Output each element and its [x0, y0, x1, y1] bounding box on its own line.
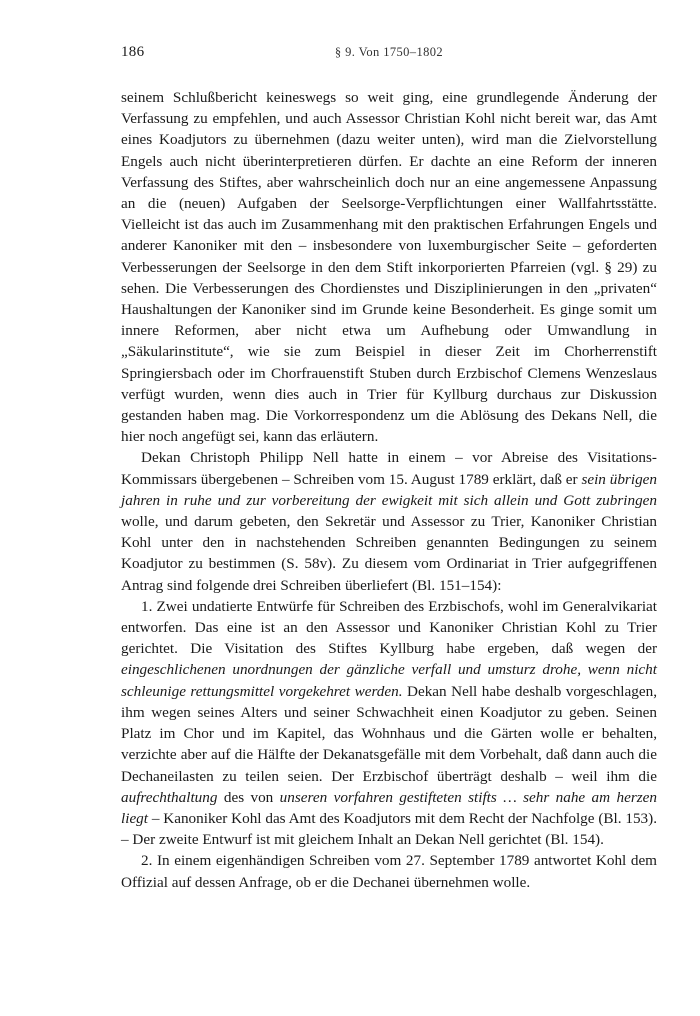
paragraph-text: des von — [217, 788, 280, 806]
paragraph-text: 1. Zwei undatierte Entwürfe für Schreiben des Erzbischofs, wohl im Generalvikariat entworfen. Das eine ist an den Assessor und Kanoniker Christian Kohl zu Trier gerichtet. Die Visitation des Stiftes Kyllburg habe ergeben, daß wegen der — [121, 597, 657, 658]
page-number: 186 — [121, 44, 145, 60]
quoted-source-italic: aufrechthaltung — [121, 788, 218, 806]
paragraph-4 — [121, 850, 657, 892]
running-head: § 9. Von 1750–1802 — [334, 45, 444, 59]
paragraph-text: wolle, und darum gebeten, den Sekretär und Assessor zu Trier, Kanoniker Christian Kohl unter den in nachstehenden Schreiben genannten Bedingungen zu seinem Koadjutor zu bestimmen (S. 58v). Zu diesem vom Ordinariat in Trier aufgegriffenen Antrag sind folgende drei Schreiben überliefert (Bl. 151–154): — [121, 513, 657, 594]
body-text — [121, 87, 657, 893]
paragraph-text: Dekan Christoph Philipp Nell hatte in einem – vor Abreise des Visitations-Kommissars übergebenen – Schreiben vom 15. August 1789 erklärt, daß er — [121, 449, 657, 488]
paragraph-text: – Kanoniker Kohl das Amt des Koadjutors mit dem Recht der Nachfolge (Bl. 153). – Der zweite Entwurf ist mit gleichem Inhalt an Dekan Nell gerichtet (Bl. 154). — [121, 809, 657, 849]
paragraph-text: 2. In einem eigenhändigen Schreiben vom 27. September 1789 antwortet Kohl dem Offizial auf dessen Anfrage, ob er die Dechanei übernehmen wolle. — [121, 852, 657, 891]
paragraph-text: seinem Schlußbericht keineswegs so weit ging, eine grundlegende Änderung der Verfassung zu empfehlen, und auch Assessor Christian Kohl nicht bereit war, das Amt eines Koadjutors zu übernehmen (dazu weiter unten), wird man die Zielvorstellung Engels auch nicht überinterpretieren dürfen. Er dachte an eine Reform der inneren Verfassung des Stiftes, aber wahrscheinlich doch nur an eine angemessene Anpassung an die (neuen) Aufgaben der Seelsorge-Verpflichtungen einer Wallfahrtsstätte. Vielleicht ist das auch im Zusammenhang mit den praktischen Erfahrungen Engels und anderer Kanoniker mit den – insbesondere von luxemburgischer Seite – geforderten Verbesserungen der Seelsorge in den dem Stift inkorporierten Pfarreien (vgl. § 29) zu sehen. Die Verbesserungen des Chordienstes und Disziplinierungen in den „privaten“ Haushaltungen der Kanoniker sind im Grunde keine Besonderheit. Es ginge somit um innere Reformen, aber nicht etwa um Aufhebung oder Umwandlung in „Säkularinstitute“, wie sie zum Beispiel in dieser Zeit im Chorherrenstift Springiersbach oder im Chorfrauenstift Stuben durch Erzbischof Clemens Wenzeslaus verfügt wurden, wenn dies auch in Trier für Kyllburg durchaus zur Diskussion gestanden haben mag. Die Vorkorrespondenz um die Ablösung des Dekans Nell, die hier noch angefügt sei, kann das erläutern. — [121, 89, 657, 446]
page-header — [121, 44, 657, 64]
paragraph-3 — [121, 596, 657, 850]
paragraph-2 — [121, 447, 657, 595]
quoted-source-italic: unseren vorfahren gestifteten stifts … sehr nahe am herzen liegt — [121, 788, 657, 827]
paragraph-text: Dekan Nell habe deshalb vorgeschlagen, ihm wegen seines Alters und seiner Schwachheit einen Koadjutor zu geben. Seinen Platz im Chor und im Kapitel, das Wohnhaus und die Gärten wolle er behalten, verzichte aber auf die Hälfte der Dekanatsgefälle mit dem Vorbehalt, daß dann auch die Dechaneilasten zu teilen seien. Der Erzbischof überträgt deshalb – weil ihm die — [121, 682, 657, 785]
quoted-source-italic: eingeschlichenen unordnungen der gänzliche verfall und umsturz drohe, wenn nicht schleunige rettungsmittel vorgekehret werden. — [121, 661, 657, 700]
paragraph-1 — [121, 87, 657, 447]
quoted-source-italic: sein übrigen jahren in ruhe und zur vorbereitung der ewigkeit mit sich allein und Gott zubringen — [121, 470, 657, 509]
